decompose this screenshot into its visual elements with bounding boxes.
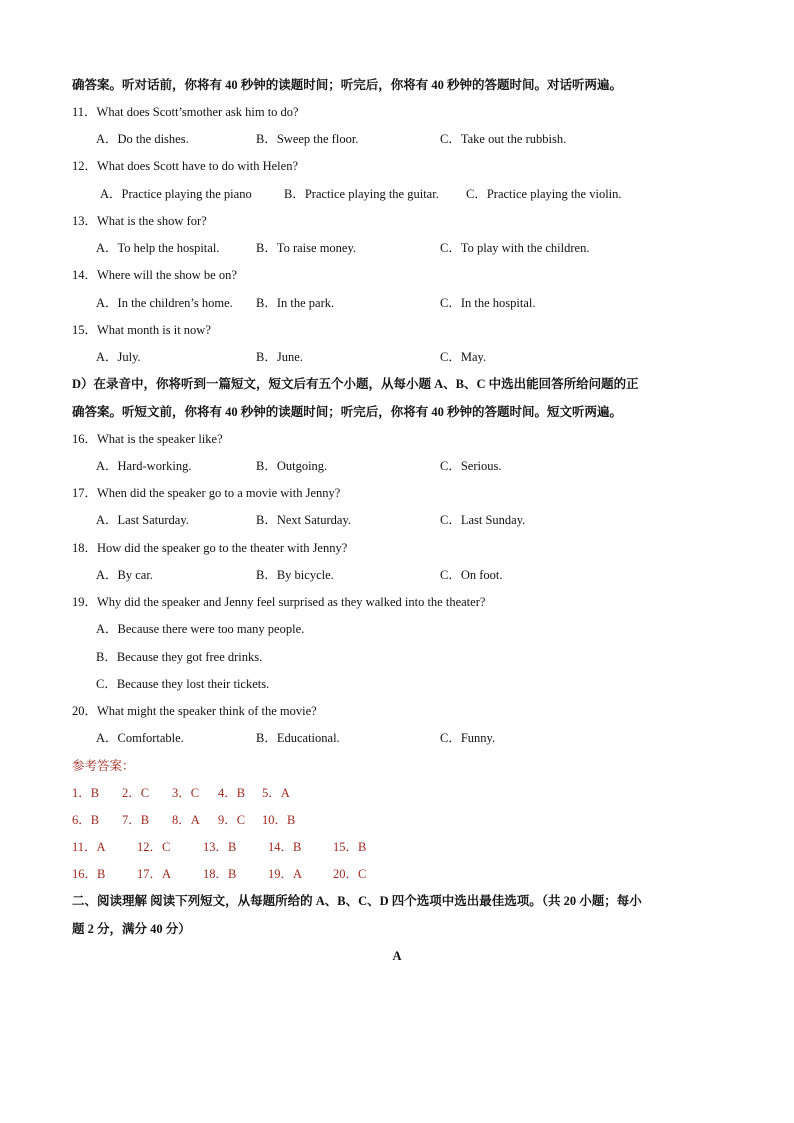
question-17-option-a: A．Last Saturday. (96, 513, 189, 527)
question-13-option-a: A．To help the hospital. (96, 241, 220, 255)
question-11-option-c: C．Take out the rubbish. (440, 132, 567, 146)
question-15: 15．What month is it now? (72, 323, 211, 337)
question-15-option-a: A．July. (96, 350, 141, 364)
question-14-option-a: A．In the children’s home. (96, 296, 233, 310)
question-19: 19．Why did the speaker and Jenny feel surprised as they walked into the theater? (72, 595, 486, 609)
question-18: 18．How did the speaker go to the theater with Jenny? (72, 541, 348, 555)
question-11-option-a: A．Do the dishes. (96, 132, 189, 146)
question-13-option-b: B．To raise money. (256, 241, 357, 255)
question-12: 12．What does Scott have to do with Helen? (72, 159, 298, 173)
section-d-instruction-line-1: D）在录音中，你将听到一篇短文，短文后有五个小题，从每小题 A、B、C 中选出能回答所给问题的正 (72, 377, 639, 391)
answer-item: 15．B (333, 840, 367, 854)
question-12-option-c: C．Practice playing the violin. (466, 187, 622, 201)
question-17: 17．When did the speaker go to a movie with Jenny? (72, 486, 341, 500)
question-18-option-a: A．By car. (96, 568, 153, 582)
answer-item: 14．B (268, 840, 302, 854)
question-18-option-b: B．By bicycle. (256, 568, 334, 582)
question-12-option-b: B．Practice playing the guitar. (284, 187, 439, 201)
question-11: 11．What does Scott’smother ask him to do? (72, 105, 299, 119)
answer-item: 13．B (203, 840, 237, 854)
question-19-option-b: B．Because they got free drinks. (96, 650, 263, 664)
answer-item: 4．B (218, 786, 246, 800)
answer-item: 8．A (172, 813, 200, 827)
question-15-option-c: C．May. (440, 350, 487, 364)
question-17-option-c: C．Last Sunday. (440, 513, 526, 527)
reading-section-instruction-line-1: 二、阅读理解 阅读下列短文，从每题所给的 A、B、C、D 四个选项中选出最佳选项。（共 20 小题；每小 (72, 894, 642, 908)
answer-item: 1．B (72, 786, 100, 800)
question-18-option-c: C．On foot. (440, 568, 503, 582)
question-13: 13．What is the show for? (72, 214, 207, 228)
question-17-option-b: B．Next Saturday. (256, 513, 352, 527)
question-20-option-c: C．Funny. (440, 731, 496, 745)
answer-item: 16．B (72, 867, 106, 881)
passage-label: A (392, 949, 402, 963)
question-19-option-c: C．Because they lost their tickets. (96, 677, 270, 691)
question-16-option-a: A．Hard-working. (96, 459, 192, 473)
answer-item: 5．A (262, 786, 290, 800)
answer-item: 7．B (122, 813, 150, 827)
answer-item: 10．B (262, 813, 296, 827)
question-20-option-b: B．Educational. (256, 731, 340, 745)
section-c-instruction: 确答案。听对话前，你将有 40 秒钟的读题时间；听完后，你将有 40 秒钟的答题时间。对话听两遍。 (72, 78, 623, 92)
answer-item: 12．C (137, 840, 171, 854)
question-14-option-b: B．In the park. (256, 296, 335, 310)
question-14-option-c: C．In the hospital. (440, 296, 536, 310)
reading-section-instruction-line-2: 题 2 分，满分 40 分） (72, 922, 191, 936)
question-12-option-a: A．Practice playing the piano (100, 187, 252, 201)
question-16: 16．What is the speaker like? (72, 432, 223, 446)
question-13-option-c: C．To play with the children. (440, 241, 590, 255)
question-11-option-b: B．Sweep the floor. (256, 132, 359, 146)
answer-key-title: 参考答案： (72, 759, 135, 773)
question-16-option-c: C．Serious. (440, 459, 502, 473)
question-15-option-b: B．June. (256, 350, 303, 364)
question-20-option-a: A．Comfortable. (96, 731, 184, 745)
answer-item: 9．C (218, 813, 246, 827)
answer-item: 20．C (333, 867, 367, 881)
section-d-instruction-line-2: 确答案。听短文前，你将有 40 秒钟的读题时间；听完后，你将有 40 秒钟的答题时间。短文听两遍。 (72, 405, 623, 419)
answer-item: 11．A (72, 840, 106, 854)
answer-item: 18．B (203, 867, 237, 881)
answer-item: 3．C (172, 786, 200, 800)
question-19-option-a: A．Because there were too many people. (96, 622, 305, 636)
question-20: 20．What might the speaker think of the movie? (72, 704, 317, 718)
question-16-option-b: B．Outgoing. (256, 459, 328, 473)
question-14: 14．Where will the show be on? (72, 268, 237, 282)
answer-item: 17．A (137, 867, 172, 881)
answer-item: 19．A (268, 867, 303, 881)
answer-item: 6．B (72, 813, 100, 827)
answer-item: 2．C (122, 786, 150, 800)
